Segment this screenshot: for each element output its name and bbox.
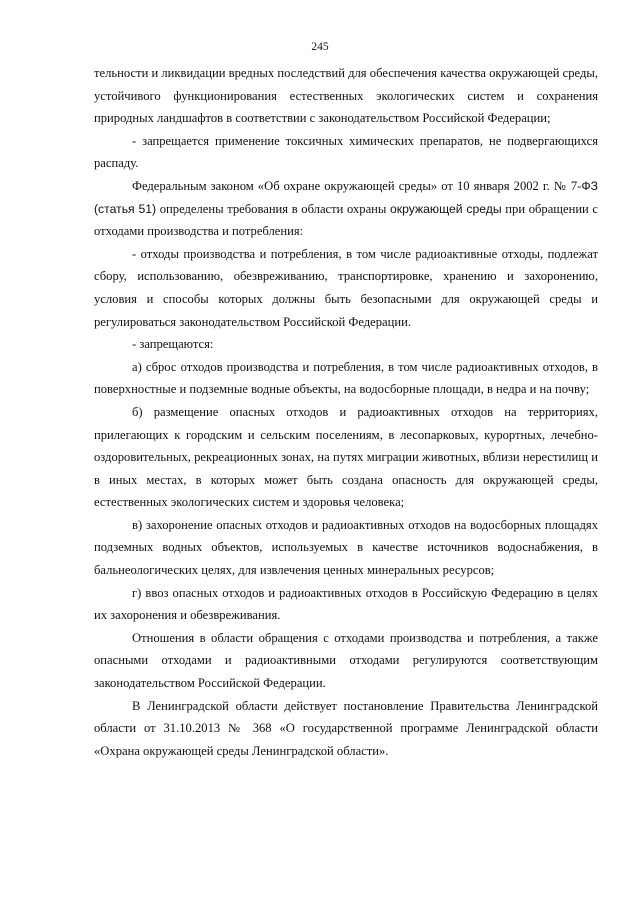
paragraph-toxic-ban: - запрещается применение токсичных химических препаратов, не подвергающихся распаду. — [94, 133, 598, 171]
paragraph-continuation: тельности и ликвидации вредных последствий для обеспечения качества окружающей среды, устойчивого функционирования естественных экологических систем и сохранения природных ландшафтов в соответствии с законодательством Российской Федерации; — [94, 66, 598, 126]
federal-law-text-end: при обращении с отходами производства и потребления: — [94, 201, 599, 239]
law-article-ref: ФЗ (статья 51) — [94, 178, 598, 216]
paragraph-leningrad-decree: В Ленинградской области действует постановление Правительства Ленинградской области от 31.10.2013 № 368 «О государственной программе Ленинградской области «Охрана окружающей среды Ленинградской области». — [94, 698, 598, 758]
document-body — [94, 62, 598, 762]
list-item-a: а) сброс отходов производства и потребления, в том числе радиоактивных отходов, в поверхностные и подземные водные объекты, на водосборные площади, в недра и на почву; — [94, 359, 598, 397]
paragraph-federal-law — [94, 175, 598, 243]
environment-term: окружающей среды — [390, 201, 502, 216]
list-item-g: г) ввоз опасных отходов и радиоактивных отходов в Российскую Федерацию в целях их захоронения и обезвреживания. — [94, 585, 598, 623]
federal-law-text-middle: определены требования в области охраны — [156, 201, 391, 216]
paragraph-waste-requirements: - отходы производства и потребления, в том числе радиоактивные отходы, подлежат сбору, использованию, обезвреживанию, транспортировке, хранению и захоронению, условия и способы которых должны быть безопасными для окружающей среды и регулироваться законодательством Российской Федерации. — [94, 246, 598, 329]
paragraph-prohibited-header: - запрещаются: — [132, 337, 214, 352]
page-number: 245 — [311, 41, 329, 53]
paragraph-regulation: Отношения в области обращения с отходами производства и потребления, а также опасными отходами и радиоактивными отходами регулируются соответствующим законодательством Российской Федерации. — [94, 630, 598, 691]
federal-law-text: Федеральным законом «Об охране окружающей среды» от 10 января 2002 г. № 7- — [132, 178, 582, 193]
list-item-v: в) захоронение опасных отходов и радиоактивных отходов на водосборных площадях подземных водных объектов, используемых в качестве источников водоснабжения, в бальнеологических целях, для извлечения ценных минеральных ресурсов; — [94, 517, 598, 578]
list-item-b: б) размещение опасных отходов и радиоактивных отходов на территориях, прилегающих к городским и сельским поселениям, в лесопарковых, курортных, лечебно-оздоровительных, рекреационных зонах, на путях миграции животных, вблизи нерестилищ и в иных местах, в которых может быть создана опасность для окружающей среды, естественных экологических систем и здоровья человека; — [94, 404, 598, 510]
